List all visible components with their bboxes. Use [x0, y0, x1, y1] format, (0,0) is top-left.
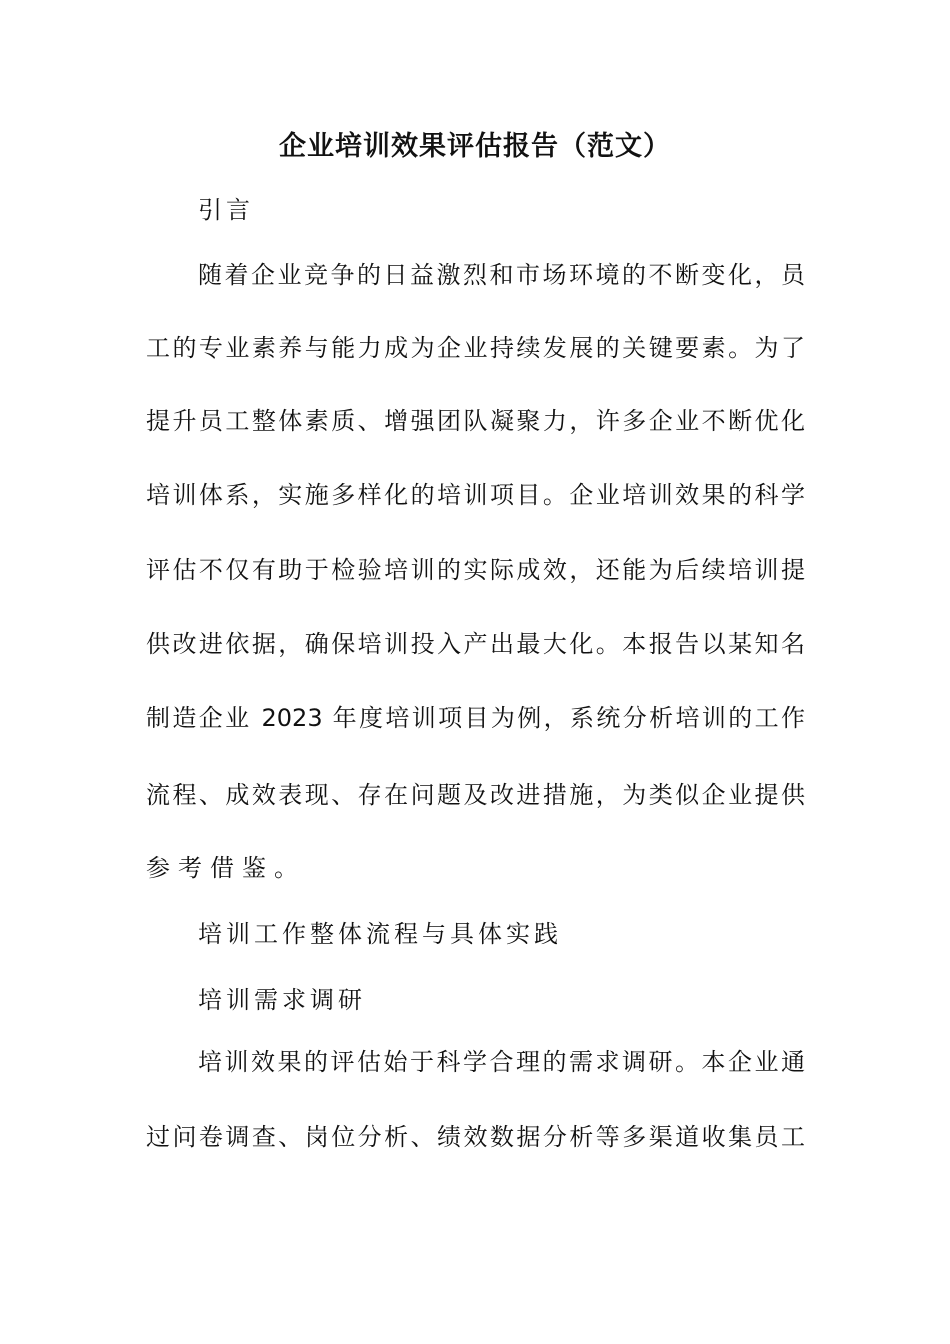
paragraph-line: 供改进依据，确保培训投入产出最大化。本报告以某知名 [146, 630, 805, 658]
paragraph-line: 参考借鉴。 [146, 854, 306, 882]
section-heading-intro: 引言 [198, 196, 254, 224]
paragraph-line: 工的专业素养与能力成为企业持续发展的关键要素。为了 [146, 334, 805, 362]
paragraph-line: 培训效果的评估始于科学合理的需求调研。本企业通 [198, 1048, 805, 1076]
paragraph-line: 制造企业 2023 年度培训项目为例，系统分析培训的工作 [146, 704, 805, 732]
subsection-heading-needs: 培训需求调研 [198, 986, 366, 1014]
paragraph-line: 提升员工整体素质、增强团队凝聚力，许多企业不断优化 [146, 407, 805, 435]
paragraph-line: 过问卷调查、岗位分析、绩效数据分析等多渠道收集员工 [146, 1123, 805, 1151]
paragraph-line: 流程、成效表现、存在问题及改进措施，为类似企业提供 [146, 781, 805, 809]
paragraph-line: 评估不仅有助于检验培训的实际成效，还能为后续培训提 [146, 556, 805, 584]
paragraph-line: 随着企业竞争的日益激烈和市场环境的不断变化，员 [198, 261, 805, 289]
document-title: 企业培训效果评估报告（范文） [279, 131, 671, 162]
paragraph-line: 培训体系，实施多样化的培训项目。企业培训效果的科学 [146, 481, 805, 509]
section-heading-process: 培训工作整体流程与具体实践 [198, 920, 562, 948]
